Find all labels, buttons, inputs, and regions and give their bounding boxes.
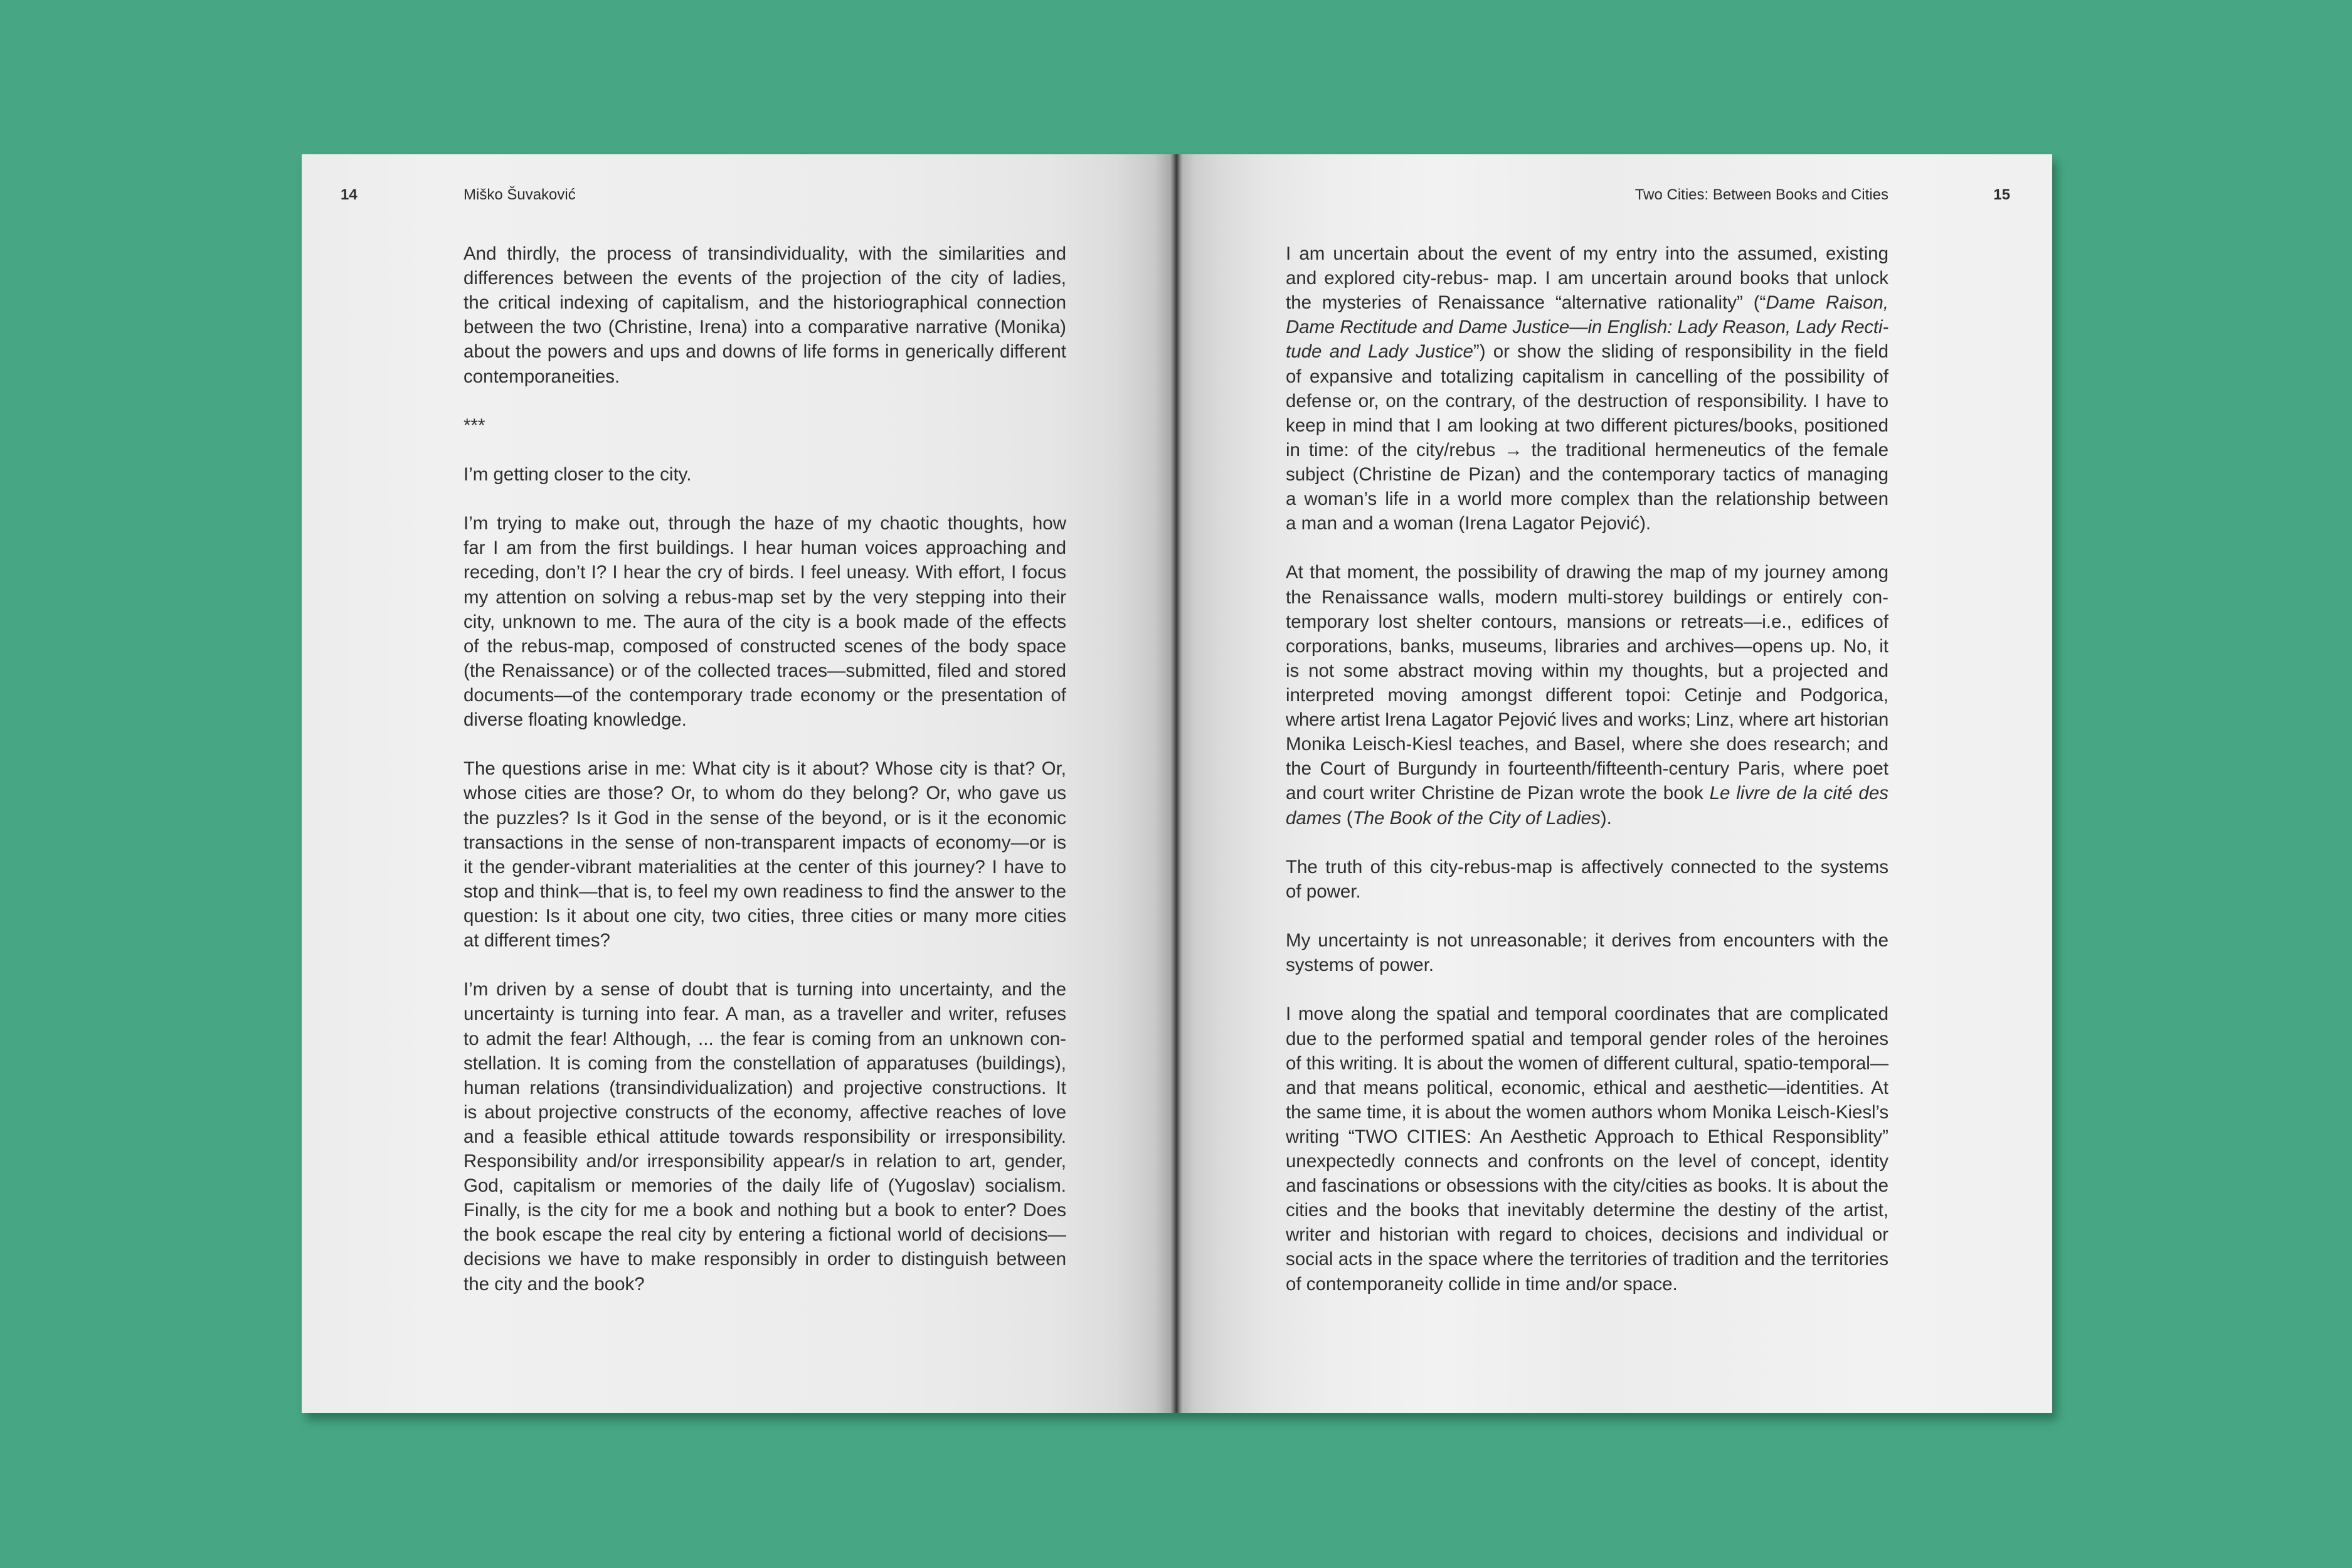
left-page-body-text bbox=[464, 241, 1066, 1321]
text-line: the book escape the real city by entering a fictional world of decisions— bbox=[464, 1224, 1066, 1246]
text-line: unexpectedly connects and confronts on the level of concept, identity bbox=[1286, 1151, 1888, 1172]
text-line bbox=[1286, 781, 1888, 805]
text-line: the critical indexing of capitalism, and the historiographical connection bbox=[464, 292, 1066, 314]
text-line: transactions in the sense of non-transparent impacts of economy—or is bbox=[464, 832, 1066, 853]
paragraph bbox=[464, 413, 1066, 438]
open-book-spread bbox=[302, 154, 2052, 1413]
text-line: stellation. It is coming from the constellation of apparatuses (buildings), bbox=[464, 1052, 1066, 1074]
text-line: receding, don’t I? I hear the cry of birds. I feel uneasy. With effort, I focus bbox=[464, 562, 1066, 583]
text-segment: and court writer Christine de Pizan wrote the book bbox=[1286, 783, 1710, 804]
text-line: I’m getting closer to the city. bbox=[464, 464, 692, 485]
text-line bbox=[1286, 806, 1888, 830]
text-segment: the mysteries of Renaissance “alternative rationality” (“ bbox=[1286, 292, 1766, 314]
text-line: I move along the spatial and temporal coordinates that are complicated bbox=[1286, 1004, 1888, 1025]
text-line: and explored city-rebus- map. I am uncertain around books that unlock bbox=[1286, 268, 1888, 289]
right-page bbox=[1177, 154, 2052, 1413]
text-line: of this writing. It is about the women of different cultural, spatio-temporal— bbox=[1286, 1052, 1888, 1074]
text-line: and that means political, economic, ethical and aesthetic—identities. At bbox=[1286, 1077, 1888, 1098]
right-page-body-text bbox=[1286, 241, 1888, 1321]
text-line: diverse floating knowledge. bbox=[464, 709, 687, 731]
text-line: the same time, it is about the women authors whom Monika Leisch-Kiesl’s bbox=[1286, 1101, 1888, 1123]
text-line: it the gender-vibrant materialities at the center of this journey? I have to bbox=[464, 856, 1066, 877]
paragraph bbox=[1286, 241, 1888, 536]
text-line: writing “TWO CITIES: An Aesthetic Approach to Ethical Responsiblity” bbox=[1286, 1126, 1888, 1147]
text-line: far I am from the first buildings. I hear human voices approaching and bbox=[464, 538, 1066, 559]
text-line: at different times? bbox=[464, 930, 610, 951]
text-line: about the powers and ups and downs of life forms in generically different bbox=[464, 341, 1066, 363]
text-line: the city and the book? bbox=[464, 1273, 645, 1295]
text-line: subject (Christine de Pizan) and the contemporary tactics of managing bbox=[1286, 464, 1888, 485]
text-line: decisions we have to make responsibly in order to distinguish between bbox=[464, 1249, 1066, 1270]
text-line: Responsibility and/or irresponsibility appear/s in relation to art, gender, bbox=[464, 1151, 1066, 1172]
running-head-author: Miško Šuvaković bbox=[464, 186, 576, 203]
text-line: a man and a woman (Irena Lagator Pejović). bbox=[1286, 513, 1651, 534]
italic-text: tude and Lady Justice bbox=[1286, 341, 1473, 363]
text-line: The questions arise in me: What city is it about? Whose city is that? Or, bbox=[464, 758, 1066, 780]
text-line: to admit the fear! Although, ... the fear is coming from an unknown con- bbox=[464, 1028, 1066, 1049]
text-line: human relations (transindividualization) and projective constructions. It bbox=[464, 1077, 1066, 1098]
page-number: 15 bbox=[1993, 186, 2010, 203]
text-line: of power. bbox=[1286, 881, 1361, 902]
text-line: the Court of Burgundy in fourteenth/fifteenth-century Paris, where poet bbox=[1286, 758, 1888, 780]
text-line: keep in mind that I am looking at two different pictures/books, positioned bbox=[1286, 415, 1888, 436]
paragraph bbox=[1286, 1002, 1888, 1296]
text-line: cities and the books that inevitably determine the destiny of the artist, bbox=[1286, 1200, 1888, 1221]
text-line bbox=[1286, 339, 1888, 364]
italic-text: Dame Rectitude and Dame Justice—in English: Lady Reason, Lady Recti- bbox=[1286, 317, 1888, 338]
paragraph bbox=[464, 511, 1066, 732]
text-line: of expansive and totalizing capitalism in cancelling of the possibility of bbox=[1286, 366, 1888, 387]
paragraph bbox=[464, 462, 1066, 487]
page-number: 14 bbox=[341, 186, 358, 203]
text-line: documents—of the contemporary trade economy or the presentation of bbox=[464, 684, 1066, 706]
italic-text: dames bbox=[1286, 807, 1342, 829]
text-line: the Renaissance walls, modern multi-storey buildings or entirely con- bbox=[1286, 586, 1888, 608]
text-line: and fascinations or obsessions with the city/cities as books. It is about the bbox=[1286, 1175, 1888, 1197]
italic-text: Dame Raison, bbox=[1766, 292, 1888, 314]
italic-text: The Book of the City of Ladies bbox=[1352, 807, 1601, 829]
text-line: whose cities are those? Or, to whom do they belong? Or, who gave us bbox=[464, 783, 1066, 804]
text-line: differences between the events of the projection of the city of ladies, bbox=[464, 268, 1066, 289]
text-line: in time: of the city/rebus → the traditional hermeneutics of the female bbox=[1286, 439, 1888, 460]
text-segment: ). bbox=[1600, 807, 1612, 829]
paragraph bbox=[1286, 855, 1888, 904]
running-head-title: Two Cities: Between Books and Cities bbox=[1634, 186, 1888, 203]
text-line: my attention on solving a rebus-map set by the very stepping into their bbox=[464, 586, 1066, 608]
text-line bbox=[1286, 290, 1888, 315]
text-line: between the two (Christine, Irena) into a comparative narrative (Monika) bbox=[464, 317, 1066, 338]
text-line: and a feasible ethical attitude towards responsibility or irresponsibility. bbox=[464, 1126, 1066, 1147]
italic-text: Le livre de la cité des bbox=[1709, 783, 1888, 804]
text-line: where artist Irena Lagator Pejović lives and works; Linz, where art historian bbox=[1286, 709, 1888, 731]
text-line: contemporaneities. bbox=[464, 366, 620, 387]
text-line: city, unknown to me. The aura of the city is a book made of the effects bbox=[464, 611, 1066, 632]
text-line: is about projective constructs of the economy, affective reaches of love bbox=[464, 1101, 1066, 1123]
text-line: systems of power. bbox=[1286, 955, 1434, 976]
left-page bbox=[302, 154, 1177, 1413]
paragraph bbox=[464, 241, 1066, 389]
text-line: I am uncertain about the event of my entry into the assumed, existing bbox=[1286, 243, 1888, 264]
text-line: stop and think—that is, to feel my own readiness to find the answer to the bbox=[464, 881, 1066, 902]
text-line: corporations, banks, museums, libraries and archives—opens up. No, it bbox=[1286, 635, 1888, 657]
text-line: I’m driven by a sense of doubt that is turning into uncertainty, and the bbox=[464, 979, 1066, 1000]
text-line: Monika Leisch-Kiesl teaches, and Basel, where she does research; and bbox=[1286, 734, 1888, 755]
text-line: of the rebus-map, composed of constructed scenes of the body space bbox=[464, 635, 1066, 657]
text-segment: ( bbox=[1341, 807, 1353, 829]
book-spine bbox=[1170, 154, 1183, 1413]
text-line: My uncertainty is not unreasonable; it derives from encounters with the bbox=[1286, 930, 1888, 951]
text-line: At that moment, the possibility of drawing the map of my journey among bbox=[1286, 562, 1888, 583]
text-line: *** bbox=[464, 415, 485, 436]
paragraph bbox=[1286, 560, 1888, 830]
text-line bbox=[1286, 315, 1888, 339]
text-line: is not some abstract moving within my thoughts, but a projected and bbox=[1286, 660, 1888, 681]
text-line: question: Is it about one city, two cities, three cities or many more cities bbox=[464, 905, 1066, 926]
paragraph bbox=[464, 756, 1066, 953]
text-line: And thirdly, the process of transindividuality, with the similarities and bbox=[464, 243, 1066, 264]
text-line: temporary lost shelter contours, mansions or retreats—i.e., edifices of bbox=[1286, 611, 1888, 632]
text-line: The truth of this city-rebus-map is affectively connected to the systems bbox=[1286, 856, 1888, 877]
text-line: defense or, on the contrary, of the destruction of responsibility. I have to bbox=[1286, 390, 1888, 411]
text-line: due to the performed spatial and temporal gender roles of the heroines bbox=[1286, 1028, 1888, 1049]
text-line: social acts in the space where the territories of tradition and the territories bbox=[1286, 1249, 1888, 1270]
text-line: of contemporaneity collide in time and/or space. bbox=[1286, 1273, 1678, 1295]
text-line: Finally, is the city for me a book and nothing but a book to enter? Does bbox=[464, 1200, 1066, 1221]
text-line: God, capitalism or memories of the daily life of (Yugoslav) socialism. bbox=[464, 1175, 1066, 1197]
text-segment: ”) or show the sliding of responsibility in the field bbox=[1473, 341, 1888, 363]
paragraph bbox=[464, 977, 1066, 1296]
text-line: writer and historian with regard to choices, decisions and individual or bbox=[1286, 1224, 1888, 1246]
text-line: interpreted moving amongst different topoi: Cetinje and Podgorica, bbox=[1286, 684, 1888, 706]
text-line: the puzzles? Is it God in the sense of the beyond, or is it the economic bbox=[464, 807, 1066, 829]
text-line: uncertainty is turning into fear. A man, as a traveller and writer, refuses bbox=[464, 1004, 1066, 1025]
text-line: a woman’s life in a world more complex than the relationship between bbox=[1286, 489, 1888, 510]
text-line: (the Renaissance) or of the collected traces—submitted, filed and stored bbox=[464, 660, 1066, 681]
paragraph bbox=[1286, 928, 1888, 977]
text-line: I’m trying to make out, through the haze of my chaotic thoughts, how bbox=[464, 513, 1066, 534]
